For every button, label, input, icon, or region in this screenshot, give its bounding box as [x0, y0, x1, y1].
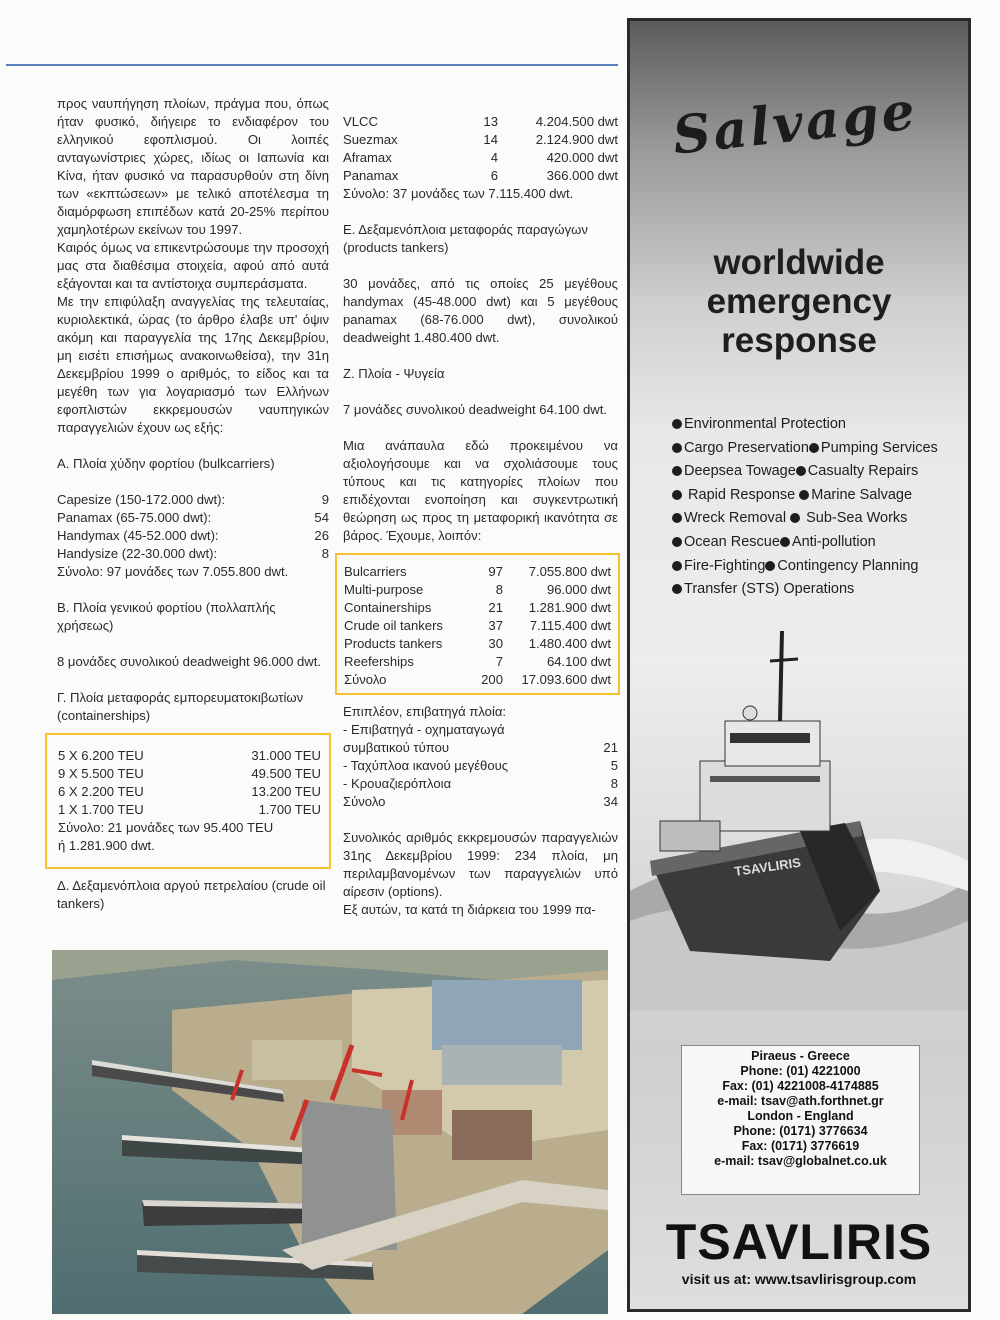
table-row	[344, 635, 611, 653]
row-label: - Επιβατηγά - οχηματαγωγά	[343, 722, 505, 737]
service-line	[672, 437, 962, 461]
teu-total-dwt: ή 1.281.900 dwt.	[58, 838, 155, 853]
service-item: Ocean Rescue	[684, 533, 780, 550]
service-item: Fire-Fighting	[684, 557, 766, 574]
bullet-icon	[672, 443, 682, 453]
services-list	[672, 413, 962, 602]
row-count: 26	[314, 528, 329, 543]
bullet-icon	[780, 537, 790, 547]
list-item	[58, 747, 321, 765]
bullet-icon	[672, 490, 682, 500]
row-label: Products tankers	[344, 636, 443, 651]
service-item: Rapid Response	[684, 486, 800, 503]
row-count: 8	[610, 776, 618, 791]
row-label: VLCC	[343, 114, 378, 129]
row-label: Multi-purpose	[344, 582, 424, 597]
row-label: Handysize (22-30.000 dwt):	[57, 546, 218, 561]
row-label: - Ταχύπλοα ικανού μεγέθους	[343, 758, 509, 773]
ad-headline	[630, 243, 968, 360]
salvage-title: Salvage	[670, 80, 921, 167]
list-item	[343, 113, 618, 131]
table-row	[344, 617, 611, 635]
row-count: 200	[481, 672, 503, 687]
row-label: Containerships	[344, 600, 432, 615]
contact-line: Fax: (0171) 3776619	[741, 1139, 860, 1153]
row-count: 14	[483, 132, 498, 147]
row-count: 30	[488, 636, 503, 651]
service-item: Deepsea Towage	[684, 463, 796, 480]
bullet-icon	[799, 490, 809, 500]
service-item: Marine Salvage	[811, 486, 913, 503]
table-row	[344, 671, 611, 689]
list-item	[343, 739, 618, 757]
table-row	[344, 599, 611, 617]
row-label: Capesize (150-172.000 dwt):	[57, 492, 226, 507]
contact-line: e-mail: tsav@ath.forthnet.gr	[717, 1094, 884, 1108]
reefer-text: 7 μονάδες συνολικού deadweight 64.100 dwt.	[343, 402, 607, 417]
row-label: 6 X 2.200 TEU	[58, 784, 144, 799]
bullet-icon	[672, 561, 682, 571]
row-count: 34	[603, 794, 618, 809]
row-count: 8	[495, 582, 503, 597]
service-item: Wreck Removal	[684, 510, 791, 527]
summary-highlight-box	[335, 553, 620, 695]
row-value: 1.700 TEU	[258, 802, 321, 817]
bullet-icon	[809, 443, 819, 453]
row-label: Σύνολο	[343, 794, 386, 809]
row-count: 21	[488, 600, 503, 615]
intro-paragraph-3: Με την επιφύλαξη αναγγελίας της τελευταίας, κυριολεκτικά, ώρας (το άρθρο έλαβε υπ' όψιν ακόμη και παραγγελία της 17ης Δεκεμβρίου, μη εισέτι επισήμως ανακοινωθείσα), την 31η Δεκεμβρίου 1999 ο αριθμός, το είδος και τα μεγέθη των για λογαριασμό των Ελλήνων εφοπλιστών εκκρεμουσών ναυπηγικών παραγγελιών έχουν ως εξής:	[57, 294, 329, 435]
list-item	[343, 757, 618, 775]
row-count: 9	[321, 492, 329, 507]
row-count: 13	[483, 114, 498, 129]
products-heading: Ε. Δεξαμενόπλοια μεταφοράς παραγώγων (products tankers)	[343, 222, 588, 255]
row-count: 37	[488, 618, 503, 633]
article-column-2	[343, 113, 618, 919]
bulk-list	[57, 491, 329, 563]
intro-paragraph-1: προς ναυπήγηση πλοίων, πράγμα που, όπως ήταν φυσικό, διήγειρε το ενδιαφέρον του ελληνικού εφοπλισμού. Οι λοιπές ανταγωνίστριες χώρες, ιδίως οι Ιαπωνία και Κίνα, ήταν φυσικό να παρασυρθούν στη δίνη των «εκπτώσεων» με τελικό αποτέλεσμα τη διαμόρφωση επιπέδων κατά 20-25% περίπου χαμηλοτέρων εκείνων του 1997.	[57, 96, 329, 237]
contact-line: e-mail: tsav@globalnet.co.uk	[714, 1154, 887, 1168]
passenger-heading: Επιπλέον, επιβατηγά πλοία:	[343, 704, 507, 719]
intro-paragraph-2: Καιρός όμως να επικεντρώσουμε την προσοχή μας στα διαθέσιμα στοιχεία, αφού από αυτά εξάγονται και τα αντίστοιχα συμπεράσματα.	[57, 240, 329, 291]
service-line	[672, 555, 962, 579]
list-item	[58, 765, 321, 783]
list-item	[343, 131, 618, 149]
bullet-icon	[796, 466, 806, 476]
contact-box	[681, 1045, 920, 1195]
row-value: 49.500 TEU	[251, 766, 321, 781]
bullet-icon	[672, 466, 682, 476]
shipyard-photo	[52, 950, 608, 1314]
passenger-list	[343, 721, 618, 811]
bullet-icon	[765, 561, 775, 571]
crude-heading: Δ. Δεξαμενόπλοια αργού πετρελαίου (crude oil tankers)	[57, 878, 326, 911]
list-item	[58, 801, 321, 819]
row-label: Handymax (45-52.000 dwt):	[57, 528, 219, 543]
list-item	[343, 793, 618, 811]
service-item: Transfer (STS) Operations	[684, 581, 855, 598]
tsavliris-advertisement	[627, 18, 971, 1312]
bullet-icon	[672, 537, 682, 547]
row-count: 5	[610, 758, 618, 773]
row-label: συμβατικού τύπου	[343, 740, 450, 755]
teu-highlight-box	[45, 733, 331, 869]
bulk-heading: Α. Πλοία χύδην φορτίου (bulkcarriers)	[57, 456, 275, 471]
contact-line: Piraeus - Greece	[751, 1049, 850, 1063]
row-count: 54	[314, 510, 329, 525]
list-item	[57, 545, 329, 563]
list-item	[57, 527, 329, 545]
row-label: Suezmax	[343, 132, 398, 147]
row-value: 7.115.400 dwt	[529, 618, 611, 633]
row-count: 97	[488, 564, 503, 579]
article-column-1	[57, 95, 329, 913]
reefer-heading: Ζ. Πλοία - Ψυγεία	[343, 366, 445, 381]
crude-total: Σύνολο: 37 μονάδες των 7.115.400 dwt.	[343, 186, 574, 201]
table-row	[344, 653, 611, 671]
contact-line: Fax: (01) 4221008-4174885	[722, 1079, 879, 1093]
row-value: 366.000 dwt	[546, 168, 618, 183]
list-item	[58, 783, 321, 801]
row-value: 96.000 dwt	[546, 582, 611, 597]
row-label: Reeferships	[344, 654, 414, 669]
table-row	[344, 563, 611, 581]
general-heading: Β. Πλοία γενικού φορτίου (πολλαπλής χρήσεως)	[57, 600, 276, 633]
service-item: Cargo Preservation	[684, 439, 809, 456]
row-value: 17.093.600 dwt	[521, 672, 611, 687]
row-count: 6	[490, 168, 498, 183]
row-value: 1.480.400 dwt	[528, 636, 611, 651]
service-line	[672, 507, 962, 531]
contact-line: Phone: (01) 4221000	[740, 1064, 861, 1078]
bullet-icon	[672, 513, 682, 523]
bulk-total: Σύνολο: 97 μονάδες των 7.055.800 dwt.	[57, 564, 289, 579]
website-line: visit us at: www.tsavlirisgroup.com	[681, 1271, 917, 1287]
crude-list	[343, 113, 618, 185]
row-value: 4.204.500 dwt	[535, 114, 618, 129]
list-item	[57, 491, 329, 509]
products-text: 30 μονάδες, από τις οποίες 25 μεγέθους handymax (45-48.000 dwt) και 5 μεγέθους panamax (68-76.000 dwt), συνολικού deadweight 1.480.400 dwt.	[343, 276, 618, 345]
teu-total: Σύνολο: 21 μονάδες των 95.400 TEU	[58, 820, 274, 835]
headline-line: worldwide	[713, 243, 885, 282]
row-value: 2.124.900 dwt	[535, 132, 618, 147]
closing-last-line: Εξ αυτών, τα κατά τη διάρκεια του 1999 πα-	[343, 902, 596, 917]
pause-text: Μια ανάπαυλα εδώ προκειμένου να αξιολογήσουμε και να σχολιάσουμε τους τύπους και τις κατηγορίες πλοίων που επιδέχονται ενοποίηση και συγκεντρωτική θεώρηση ως προς τη μεταφορική ικανότητα σε βάρος. Έχουμε, λοιπόν:	[343, 438, 618, 543]
row-count: 7	[495, 654, 503, 669]
row-value: 420.000 dwt	[546, 150, 618, 165]
row-count: 8	[321, 546, 329, 561]
salvage-tug-illustration	[630, 591, 968, 1011]
service-line	[672, 413, 962, 437]
service-line	[672, 484, 962, 508]
headline-line: response	[721, 321, 877, 360]
service-item: Environmental Protection	[684, 416, 846, 432]
service-line	[672, 531, 962, 555]
row-label: Panamax (65-75.000 dwt):	[57, 510, 212, 525]
service-line	[672, 460, 962, 484]
service-item: Pumping Services	[820, 439, 938, 456]
container-heading: Γ. Πλοία μεταφοράς εμπορευματοκιβωτίων (containerships)	[57, 690, 304, 723]
row-label: 1 X 1.700 TEU	[58, 802, 144, 817]
row-label: Aframax	[343, 150, 392, 165]
row-value: 13.200 TEU	[251, 784, 321, 799]
service-item: Sub-Sea Works	[802, 510, 908, 527]
closing-text: Συνολικός αριθμός εκκρεμουσών παραγγελιών 31ης Δεκεμβρίου 1999: 234 πλοία, μη περιλαμβανομένων των παραγγελιών υπό αίρεσιν (options).	[343, 830, 618, 899]
table-row	[344, 581, 611, 599]
list-item	[343, 167, 618, 185]
bullet-icon	[672, 419, 682, 429]
brand-logo-text: TSAVLIRIS	[665, 1214, 933, 1270]
service-item: Casualty Repairs	[807, 463, 919, 480]
bullet-icon	[790, 513, 800, 523]
list-item	[343, 149, 618, 167]
row-label: - Κρουαζιερόπλοια	[343, 776, 452, 791]
row-value: 31.000 TEU	[251, 748, 321, 763]
list-item	[343, 721, 618, 739]
ship-name: TSAVLIRIS	[733, 854, 802, 879]
general-text: 8 μονάδες συνολικού deadweight 96.000 dwt.	[57, 654, 321, 669]
row-count: 21	[603, 740, 618, 755]
list-item	[343, 775, 618, 793]
headline-line: emergency	[706, 282, 892, 321]
row-label: Crude oil tankers	[344, 618, 443, 633]
row-label: Σύνολο	[344, 672, 387, 687]
list-item	[57, 509, 329, 527]
row-value: 64.100 dwt	[546, 654, 611, 669]
row-label: Bulcarriers	[344, 564, 407, 579]
service-item: Anti-pollution	[791, 533, 876, 550]
contact-line: London - England	[747, 1109, 854, 1123]
shipyard-illustration	[52, 950, 608, 1314]
row-value: 7.055.800 dwt	[528, 564, 611, 579]
contact-line: Phone: (0171) 3776634	[733, 1124, 868, 1138]
service-item: Contingency Planning	[777, 557, 919, 574]
row-count: 4	[490, 150, 498, 165]
row-label: Panamax	[343, 168, 399, 183]
row-label: 5 X 6.200 TEU	[58, 748, 144, 763]
row-value: 1.281.900 dwt	[528, 600, 611, 615]
top-rule	[6, 64, 618, 66]
row-label: 9 X 5.500 TEU	[58, 766, 144, 781]
